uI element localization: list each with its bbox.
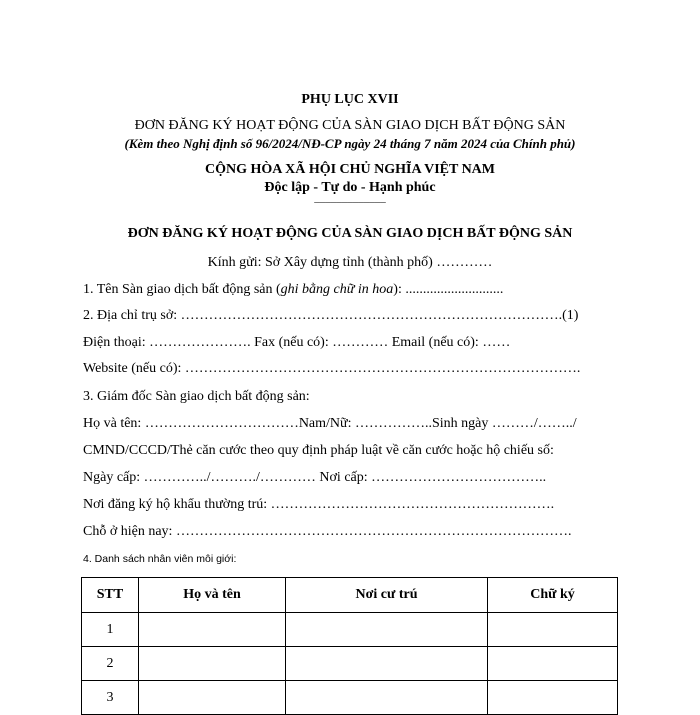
cell-residence[interactable] [286, 647, 488, 681]
cell-residence[interactable] [286, 681, 488, 715]
nation-title: CỘNG HÒA XÃ HỘI CHỦ NGHĨA VIỆT NAM [204, 162, 495, 177]
row-number: 2 [82, 647, 139, 681]
cell-signature[interactable] [488, 613, 618, 647]
table-row [82, 647, 618, 681]
cell-signature[interactable] [488, 681, 618, 715]
staff-list-label: 4. Danh sách nhân viên môi giới: [83, 553, 237, 565]
table-header-row [82, 578, 618, 613]
cell-residence[interactable] [286, 613, 488, 647]
field-director-heading: 3. Giám đốc Sàn giao dịch bất động sản: [83, 389, 310, 404]
form-heading: ĐƠN ĐĂNG KÝ HOẠT ĐỘNG CỦA SÀN GIAO DỊCH BẤT ĐỘNG SẢN [134, 118, 566, 133]
field-exchange-name-label: 1. Tên Sàn giao dịch bất động sản ( [83, 282, 281, 297]
field-id-document: CMND/CCCD/Thẻ căn cước theo quy định pháp luật về căn cước hoặc hộ chiếu số: [83, 443, 554, 458]
motto: Độc lập - Tự do - Hạnh phúc [264, 180, 436, 195]
decree-note: (Kèm theo Nghị định số 96/2024/NĐ-CP ngày 24 tháng 7 năm 2024 của Chính phủ) [124, 136, 576, 151]
row-number: 1 [82, 613, 139, 647]
form-title: ĐƠN ĐĂNG KÝ HOẠT ĐỘNG CỦA SÀN GIAO DỊCH BẤT ĐỘNG SẢN [127, 226, 573, 241]
col-header-signature: Chữ ký [488, 578, 618, 613]
cell-signature[interactable] [488, 647, 618, 681]
table-row [82, 613, 618, 647]
field-exchange-name-hint: ghi bằng chữ in hoa [280, 282, 394, 297]
field-permanent-residence: Nơi đăng ký hộ khẩu thường trú: ……………………………………………………. [83, 497, 555, 512]
motto-rule: _____________ [314, 192, 386, 204]
cell-name[interactable] [139, 681, 286, 715]
col-header-residence: Nơi cư trú [286, 578, 488, 613]
table-row [82, 681, 618, 715]
cell-name[interactable] [139, 647, 286, 681]
field-exchange-name-tail: ): ............................ [393, 282, 504, 297]
field-current-residence: Chỗ ở hiện nay: …………………………………………………………………………. [83, 524, 572, 539]
field-exchange-name [83, 282, 700, 298]
field-issue-date-place: Ngày cấp: …………../………./………… Nơi cấp: ……………………………….. [83, 470, 547, 485]
field-phone-fax-email: Điện thoại: …………………. Fax (nếu có): ………… Email (nếu có): …… [83, 335, 511, 350]
field-address: 2. Địa chỉ trụ sở: ……………………………………………………………………….(1) [83, 308, 579, 323]
col-header-stt: STT [82, 578, 139, 613]
cell-name[interactable] [139, 613, 286, 647]
field-website: Website (nếu có): …………………………………………………………………………. [83, 361, 581, 376]
addressee: Kính gửi: Sở Xây dựng tỉnh (thành phố) ………… [207, 255, 493, 270]
staff-table [81, 577, 618, 715]
row-number: 3 [82, 681, 139, 715]
field-director-name: Họ và tên: ……………………………Nam/Nữ: ……………..Sinh ngày ………/……../ [83, 416, 577, 431]
appendix-title: PHỤ LỤC XVII [301, 92, 399, 107]
col-header-name: Họ và tên [139, 578, 286, 613]
